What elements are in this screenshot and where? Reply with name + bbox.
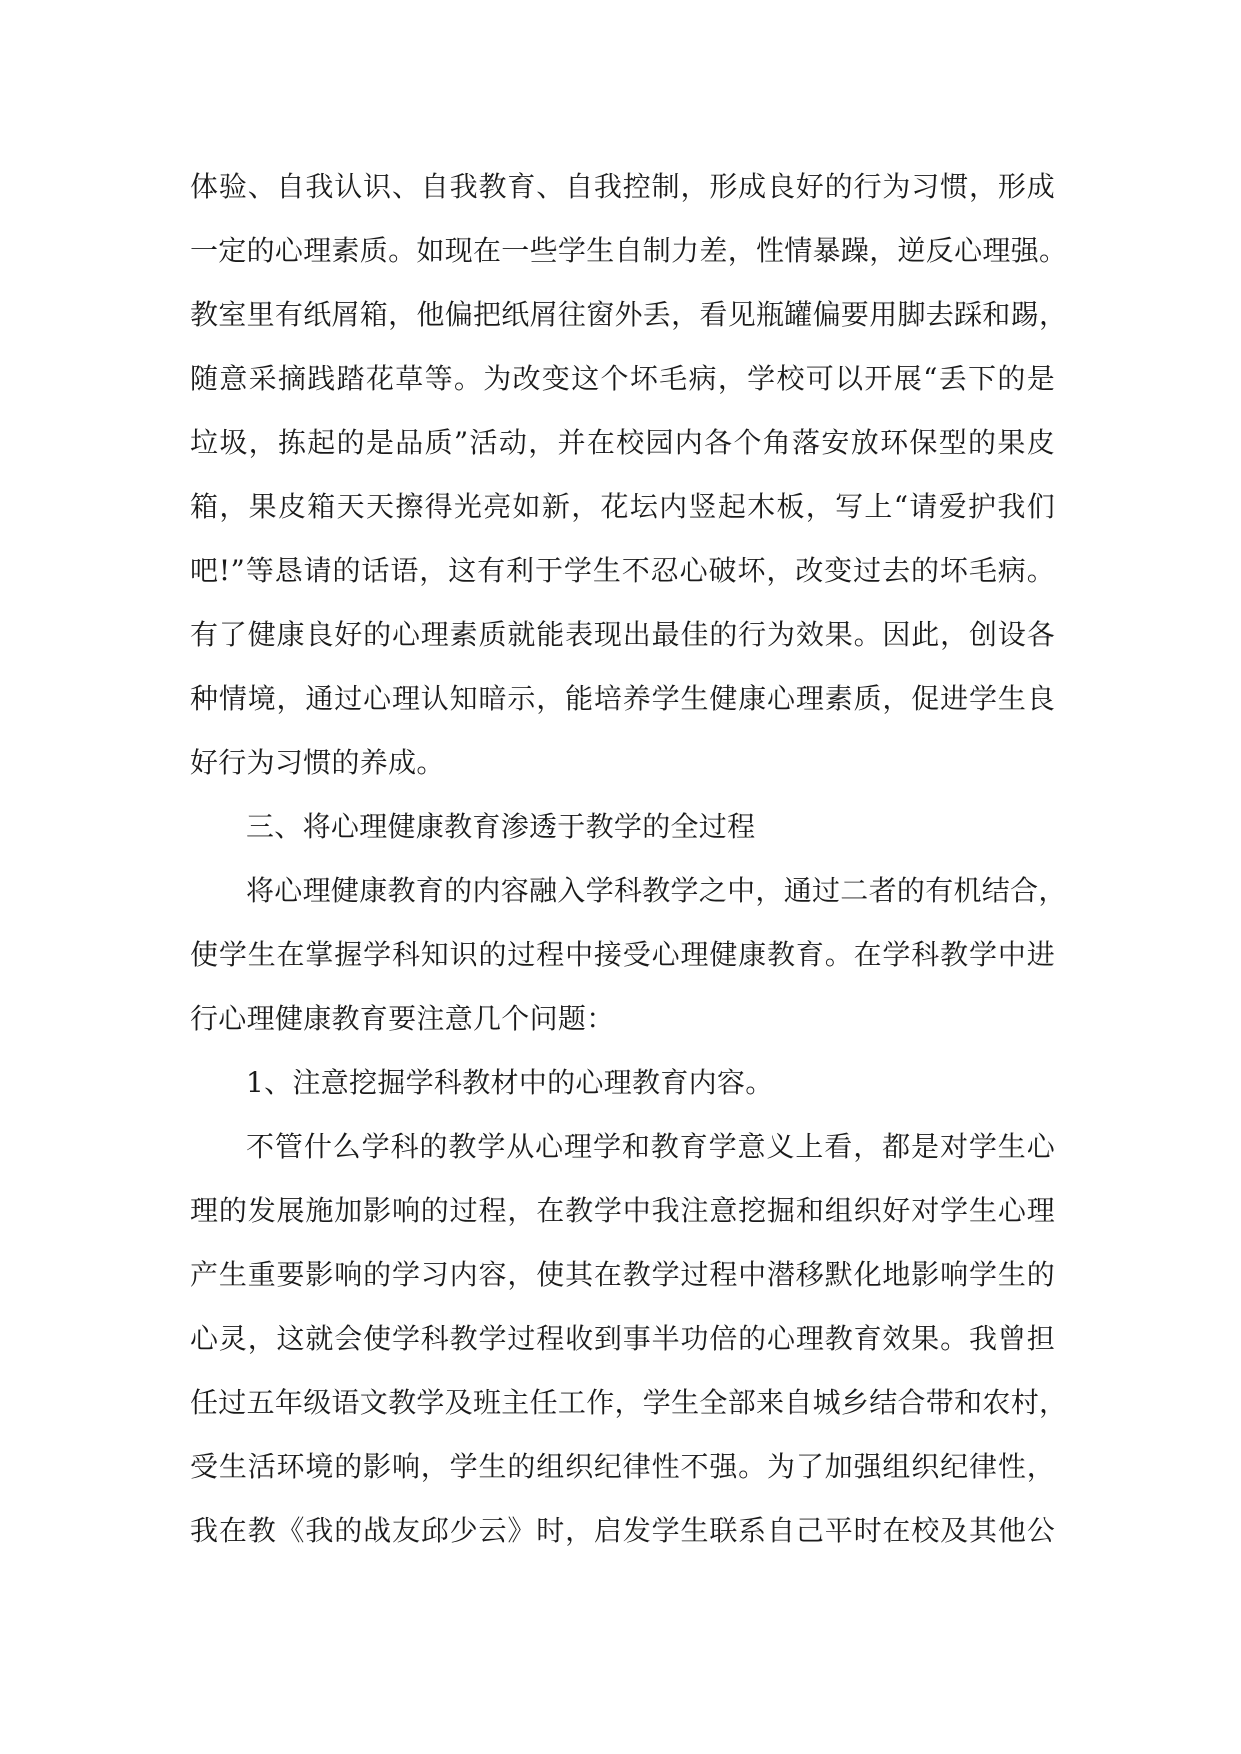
body-text [190, 155, 1068, 1563]
text-line: 不管什么学科的教学从心理学和教育学意义上看，都是对学生心 [246, 1130, 1055, 1163]
text-line: 随意采摘践踏花草等。为改变这个坏毛病，学校可以开展“丢下的是 [190, 362, 1055, 395]
text-line: 垃圾，拣起的是品质”活动，并在校园内各个角落安放环保型的果皮 [190, 426, 1055, 459]
text-line: 好行为习惯的养成。 [190, 746, 445, 779]
text-line: 将心理健康教育的内容融入学科教学之中，通过二者的有机结合， [246, 874, 1067, 907]
text-line: 任过五年级语文教学及班主任工作，学生全部来自城乡结合带和农村， [190, 1386, 1068, 1419]
text-line: 理的发展施加影响的过程，在教学中我注意挖掘和组织好对学生心理 [190, 1194, 1055, 1227]
text-line: 体验、自我认识、自我教育、自我控制，形成良好的行为习惯，形成 [190, 170, 1055, 203]
text-line: 教室里有纸屑箱，他偏把纸屑往窗外丢，看见瓶罐偏要用脚去踩和踢， [190, 298, 1068, 331]
text-line: 行心理健康教育要注意几个问题： [190, 1002, 615, 1035]
text-line: 一定的心理素质。如现在一些学生自制力差，性情暴躁，逆反心理强。 [190, 234, 1068, 267]
text-line: 箱，果皮箱天天擦得光亮如新，花坛内竖起木板，写上“请爱护我们 [190, 490, 1055, 523]
text-line: 有了健康良好的心理素质就能表现出最佳的行为效果。因此，创设各 [190, 618, 1055, 651]
text-line: 吧!”等恳请的话语，这有利于学生不忍心破坏，改变过去的坏毛病。 [190, 554, 1055, 587]
text-line: 受生活环境的影响，学生的组织纪律性不强。为了加强组织纪律性， [190, 1450, 1055, 1483]
text-line: 产生重要影响的学习内容，使其在教学过程中潜移默化地影响学生的 [190, 1258, 1055, 1291]
text-line: 心灵，这就会使学科教学过程收到事半功倍的心理教育效果。我曾担 [190, 1322, 1055, 1355]
text-line: 我在教《我的战友邱少云》时，启发学生联系自己平时在校及其他公 [190, 1514, 1055, 1547]
text-line: 种情境，通过心理认知暗示，能培养学生健康心理素质，促进学生良 [190, 682, 1055, 715]
section-heading: 三、将心理健康教育渗透于教学的全过程 [246, 810, 756, 843]
text-line: 使学生在掌握学科知识的过程中接受心理健康教育。在学科教学中进 [190, 938, 1055, 971]
subsection-heading: 1、注意挖掘学科教材中的心理教育内容。 [246, 1066, 774, 1099]
